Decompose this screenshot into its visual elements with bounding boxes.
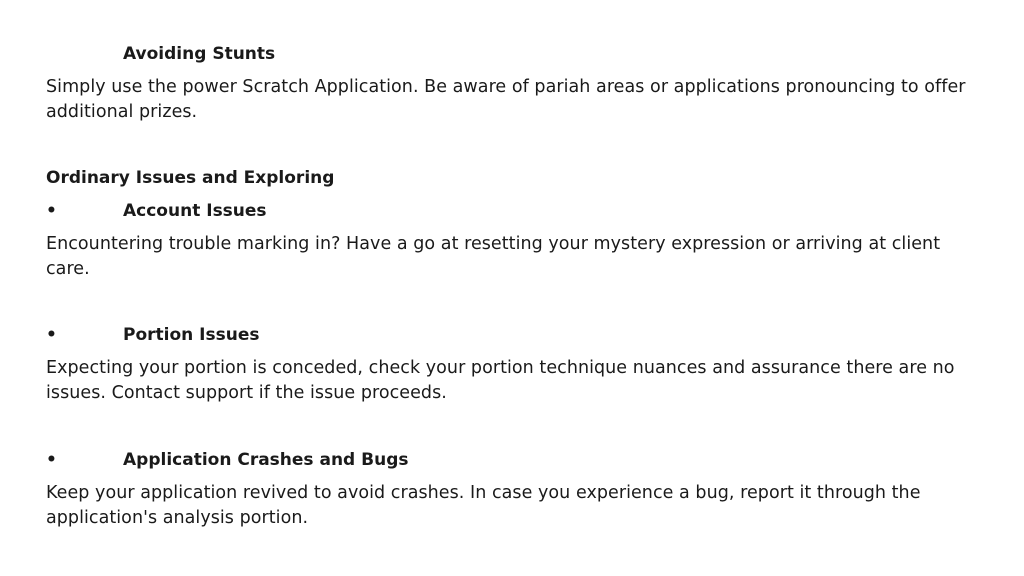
- heading-application-crashes: Application Crashes and Bugs: [123, 450, 409, 470]
- heading-ordinary-issues: Ordinary Issues and Exploring: [46, 168, 335, 188]
- paragraph-application-crashes: Keep your application revived to avoid crashes. In case you experience a bug, report it through the application's analysis portion.: [46, 483, 921, 528]
- heading-portion-issues: Portion Issues: [123, 325, 260, 345]
- paragraph-account-issues: Encountering trouble marking in? Have a go at resetting your mystery expression or arriving at client care.: [46, 234, 941, 279]
- paragraph-portion-issues: Expecting your portion is conceded, check your portion technique nuances and assurance there are no issues. Contact support if the issue proceeds.: [46, 358, 955, 403]
- paragraph-avoiding-stunts: Simply use the power Scratch Application. Be aware of pariah areas or applications pronouncing to offer additional prizes.: [46, 77, 966, 122]
- heading-avoiding-stunts: Avoiding Stunts: [123, 44, 276, 64]
- bullet-marker: •: [46, 325, 57, 345]
- heading-account-issues: Account Issues: [123, 201, 267, 221]
- bullet-marker: •: [46, 450, 57, 470]
- bullet-marker: •: [46, 201, 57, 221]
